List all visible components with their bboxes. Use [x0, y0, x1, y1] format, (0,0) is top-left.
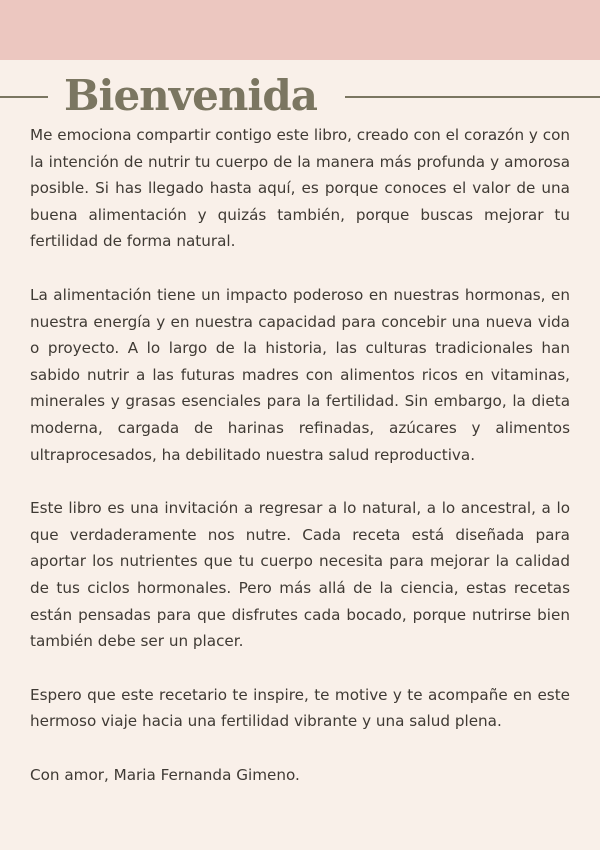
paragraph-intro: Me emociona compartir contigo este libro, creado con el corazón y con la intención de nutrir tu cuerpo de la manera más profunda y amorosa posible. Si has llegado hasta aquí, es porque conoces el valor de una buena alimentación y quizás también, porque buscas mejorar tu fertilidad de forma natural.	[30, 126, 570, 251]
title-rule-left	[0, 96, 48, 98]
paragraph-wish: Espero que este recetario te inspire, te motive y te acompañe en este hermoso viaje hacia una fertilidad vibrante y una salud plena.	[30, 685, 570, 731]
title-rule-right	[345, 96, 600, 98]
page-title: Bienvenida	[64, 71, 317, 120]
top-color-band	[0, 0, 600, 60]
signature: Con amor, Maria Fernanda Gimeno.	[30, 765, 300, 784]
title-header	[0, 68, 600, 124]
paragraph-invitation: Este libro es una invitación a regresar a lo natural, a lo ancestral, a lo que verdaderamente nos nutre. Cada receta está diseñada para aportar los nutrientes que tu cuerpo necesita para mejorar la calidad de tus ciclos hormonales. Pero más allá de la ciencia, estas recetas están pensadas para que disfrutes cada bocado, porque nutrirse bien también debe ser un placer.	[30, 499, 570, 651]
paragraph-nutrition: La alimentación tiene un impacto poderoso en nuestras hormonas, en nuestra energía y en nuestra capacidad para concebir una nueva vida o proyecto. A lo largo de la historia, las culturas tradicionales han sabido nutrir a las futuras madres con alimentos ricos en vitaminas, minerales y grasas esenciales para la fertilidad. Sin embargo, la dieta moderna, cargada de harinas refinadas, azúcares y alimentos ultraprocesados, ha debilitado nuestra salud reproductiva.	[30, 285, 570, 464]
welcome-text	[30, 122, 570, 788]
